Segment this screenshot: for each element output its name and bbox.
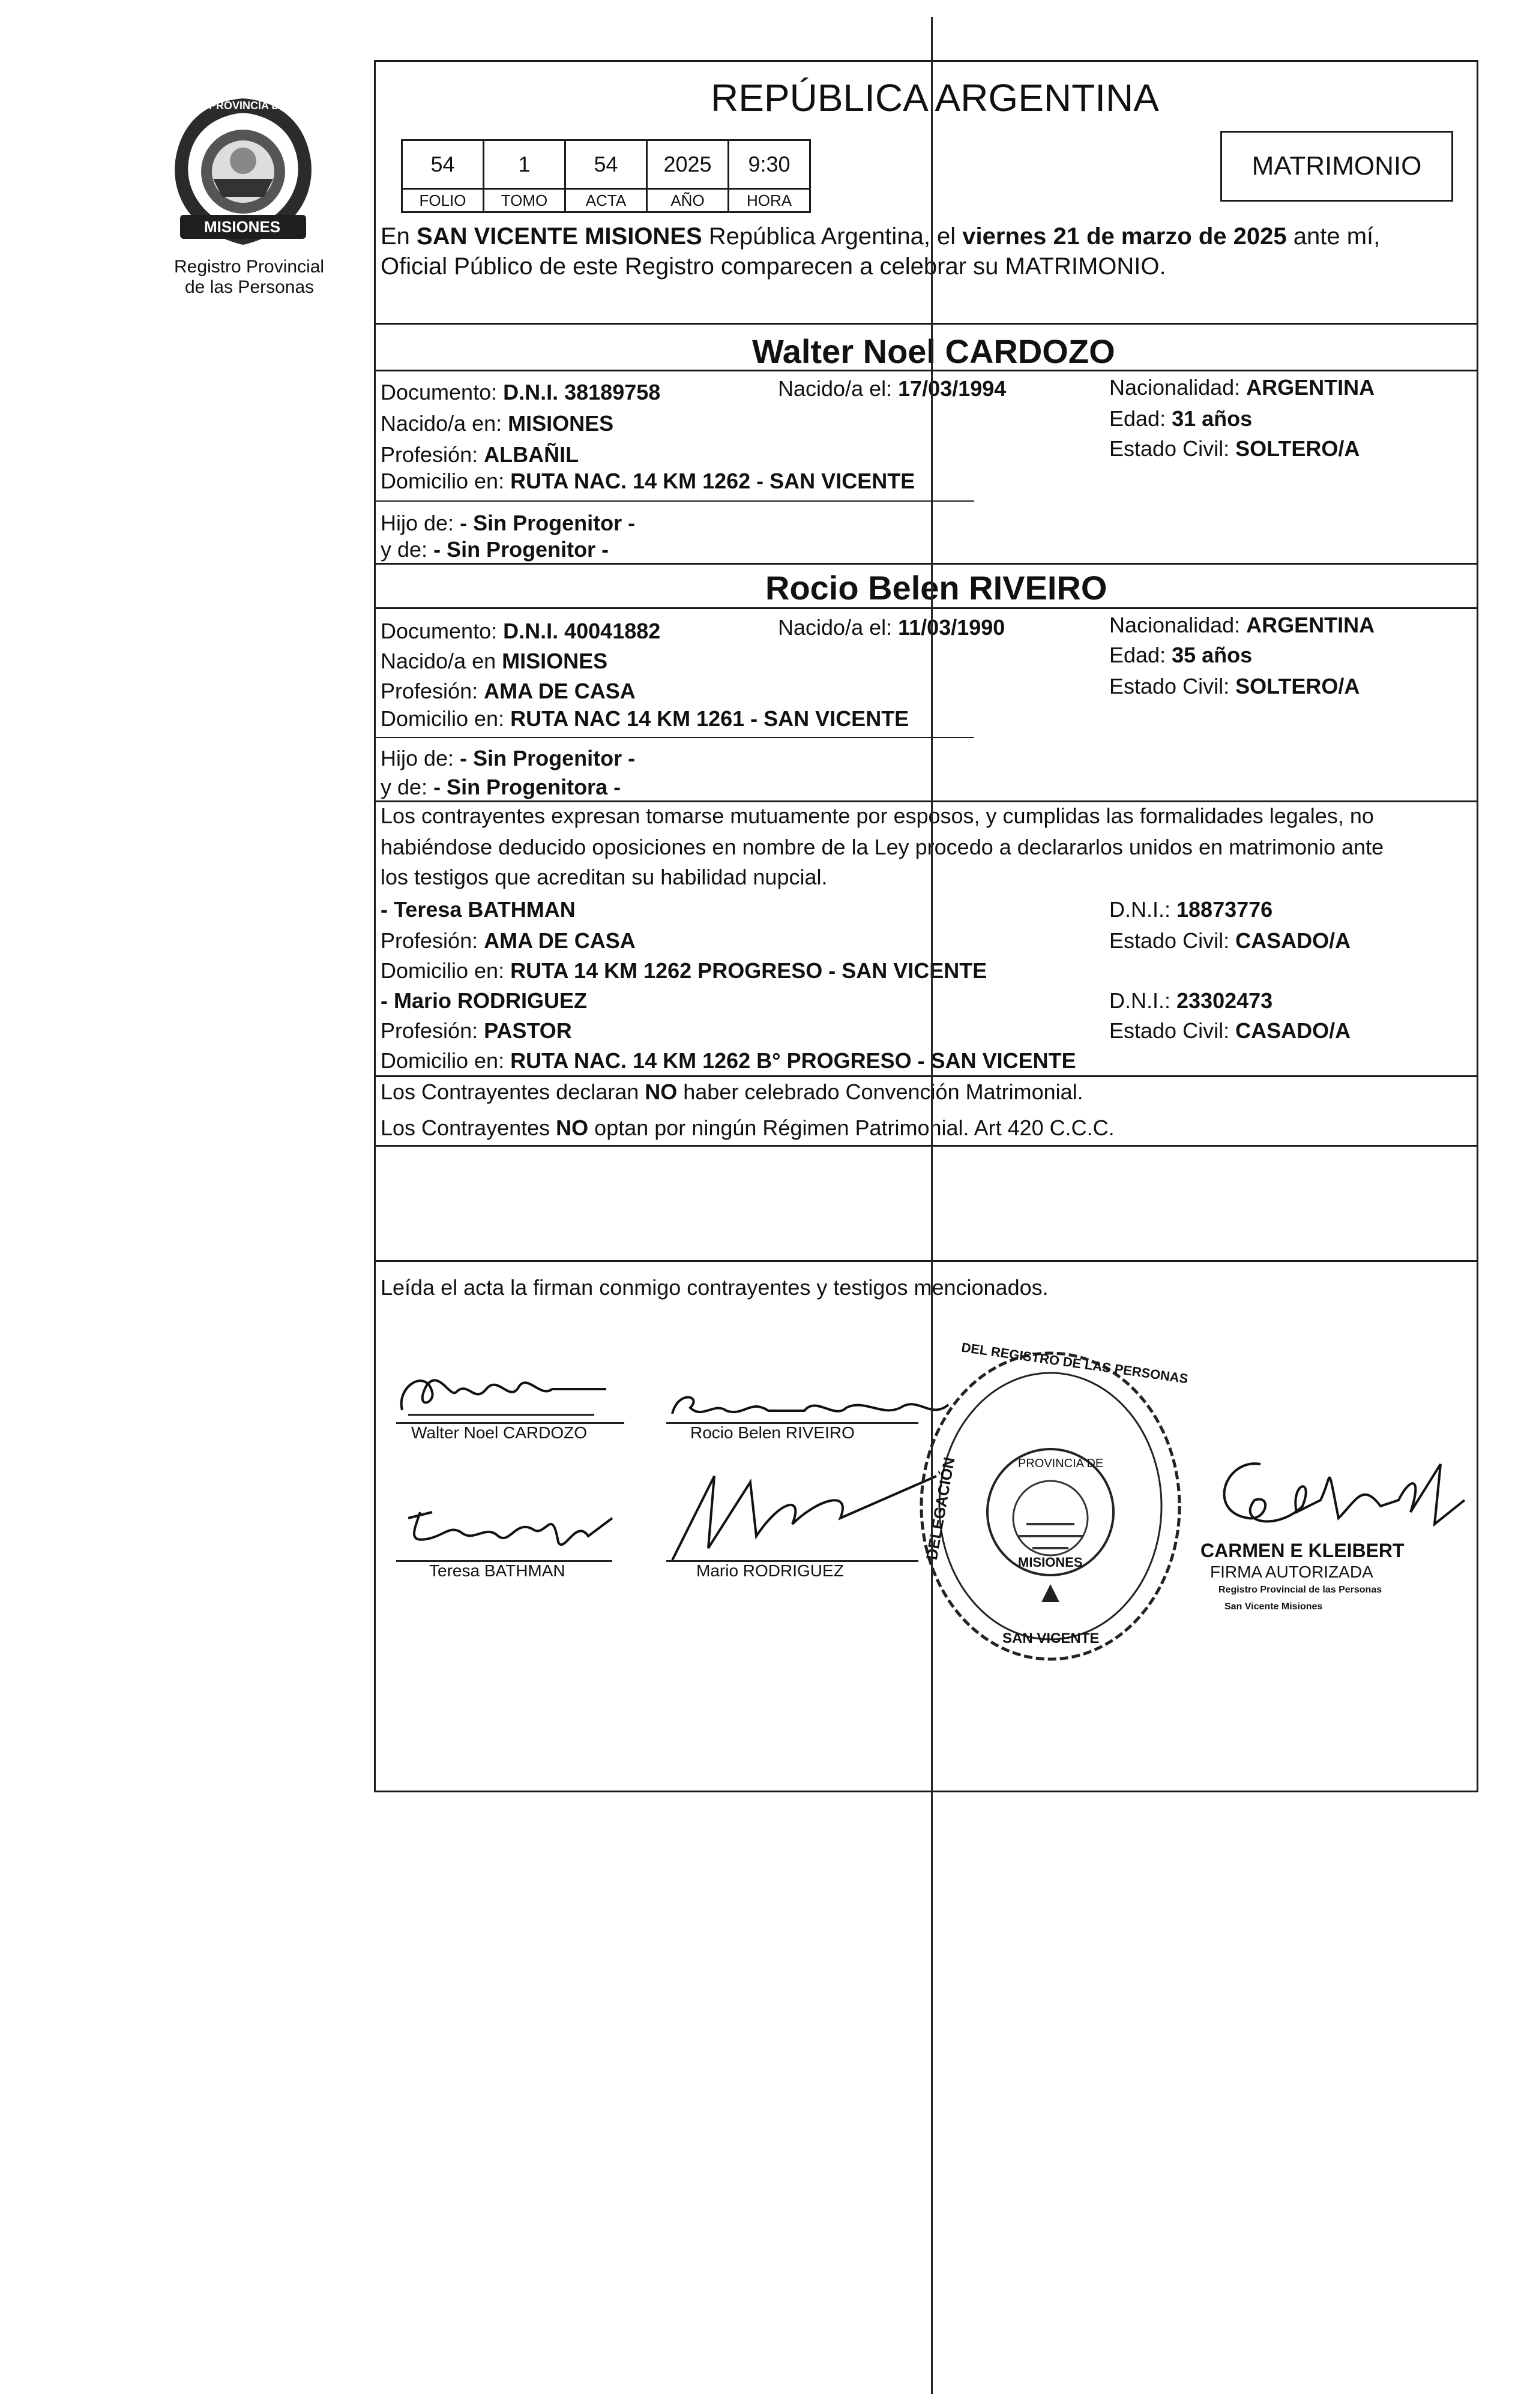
intro-line-1 <box>381 222 1380 251</box>
field-value: - Sin Progenitor - <box>460 511 636 535</box>
hora-value: 9:30 <box>729 140 810 189</box>
spouse1-birthplace <box>381 410 613 437</box>
field-label: D.N.I.: <box>1109 988 1177 1013</box>
field-label: Nacionalidad: <box>1109 613 1247 637</box>
field-value: PASTOR <box>484 1018 572 1043</box>
hora-label: HORA <box>729 189 810 212</box>
official-seal <box>912 1339 1189 1668</box>
field-value: MISIONES <box>502 649 608 673</box>
signature-name-1: Walter Noel CARDOZO <box>411 1423 588 1442</box>
divider <box>374 1075 1478 1077</box>
signature-scrawl-4 <box>660 1464 948 1566</box>
tomo-value: 1 <box>484 140 565 189</box>
declaration-line-3: los testigos que acreditan su habilidad nupcial. <box>381 865 828 889</box>
signature-scrawl-1 <box>390 1362 618 1428</box>
spouse1-job <box>381 442 579 468</box>
field-label: Profesión: <box>381 679 484 703</box>
spouse2-nationality <box>1109 612 1375 638</box>
field-label: Estado Civil: <box>1109 928 1236 953</box>
divider <box>374 607 1478 609</box>
witness2-name: - Mario RODRIGUEZ <box>381 988 588 1013</box>
field-value: SOLTERO/A <box>1235 436 1360 461</box>
spouse2-born <box>778 614 1005 641</box>
witness2-job <box>381 1018 572 1044</box>
field-label: Documento: <box>381 380 504 404</box>
spouse1-nationality <box>1109 374 1375 401</box>
field-value: AMA DE CASA <box>484 928 636 953</box>
field-value: - Sin Progenitora - <box>433 775 621 799</box>
tomo-label: TOMO <box>484 189 565 212</box>
divider <box>374 563 1478 565</box>
field-label: Estado Civil: <box>1109 674 1236 698</box>
spouse1-document <box>381 379 660 406</box>
spouse2-mother <box>381 774 621 800</box>
field-label: Domicilio en: <box>381 469 511 493</box>
intro-date: viernes 21 de marzo de 2025 <box>962 223 1287 250</box>
folio-label: FOLIO <box>402 189 484 212</box>
acta-value: 54 <box>565 140 647 189</box>
field-label: Profesión: <box>381 928 484 953</box>
spouse2-father <box>381 745 635 772</box>
field-label: Domicilio en: <box>381 1048 511 1073</box>
field-label: Domicilio en: <box>381 958 511 983</box>
field-label: y de: <box>381 775 434 799</box>
convention-negation: NO <box>645 1079 678 1104</box>
anio-value: 2025 <box>647 140 729 189</box>
witness1-job <box>381 928 636 954</box>
act-type-box <box>1220 131 1453 202</box>
folio-value: 54 <box>402 140 484 189</box>
witness1-civil <box>1109 928 1351 954</box>
convention-text: Los Contrayentes declaran <box>381 1079 645 1104</box>
spouse1-name: Walter Noel CARDOZO <box>752 332 1115 370</box>
signature-scrawl-3 <box>396 1494 618 1560</box>
spouse2-age <box>1109 642 1252 668</box>
field-label: Nacido/a en <box>381 649 502 673</box>
officer-title: FIRMA AUTORIZADA <box>1210 1563 1373 1581</box>
field-value: RUTA NAC 14 KM 1261 - SAN VICENTE <box>510 706 909 731</box>
field-label: Profesión: <box>381 1018 484 1043</box>
field-label: y de: <box>381 537 434 562</box>
divider <box>374 370 1478 371</box>
intro-place: SAN VICENTE MISIONES <box>417 223 702 250</box>
field-label: Domicilio en: <box>381 706 511 731</box>
spouse2-address <box>381 706 909 732</box>
field-label: Edad: <box>1109 406 1172 431</box>
anio-label: AÑO <box>647 189 729 212</box>
convention-text: haber celebrado Convención Matrimonial. <box>677 1079 1083 1104</box>
intro-text: ante mí, <box>1286 223 1381 250</box>
field-label: Profesión: <box>381 442 484 467</box>
closing-text: Leída el acta la firman conmigo contrayentes y testigos mencionados. <box>381 1275 1049 1300</box>
witness2-civil <box>1109 1018 1351 1044</box>
field-value: ALBAÑIL <box>484 442 579 467</box>
field-value: RUTA NAC. 14 KM 1262 B° PROGRESO - SAN VICENTE <box>510 1048 1076 1073</box>
field-value: AMA DE CASA <box>484 679 636 703</box>
seal-bottom-text: SAN VICENTE <box>1002 1630 1100 1647</box>
officer-name: CARMEN E KLEIBERT <box>1200 1540 1405 1561</box>
spouse2-birthplace <box>381 648 607 674</box>
divider <box>374 737 974 738</box>
registry-table <box>401 139 811 213</box>
signature-name-2: Rocio Belen RIVEIRO <box>690 1423 855 1442</box>
witness1-name: - Teresa BATHMAN <box>381 897 576 922</box>
field-value: 23302473 <box>1176 988 1273 1013</box>
witness2-address <box>381 1048 1076 1074</box>
field-value: MISIONES <box>508 411 614 436</box>
field-label: Nacido/a en: <box>381 411 508 436</box>
convention-text: Los Contrayentes <box>381 1115 556 1140</box>
field-value: CASADO/A <box>1235 928 1351 953</box>
intro-text: República Argentina, el <box>702 223 963 250</box>
field-value: - Sin Progenitor - <box>433 537 609 562</box>
logo-ring-top: PROVINCIA DE <box>209 100 287 112</box>
field-value: 11/03/1990 <box>898 615 1005 640</box>
spouse1-civil <box>1109 436 1360 462</box>
field-value: ARGENTINA <box>1246 613 1375 637</box>
logo-caption-2: de las Personas <box>185 277 315 297</box>
spouse1-mother <box>381 536 609 563</box>
seal-side-text: DELEGACIÓN <box>922 1456 959 1561</box>
field-label: Estado Civil: <box>1109 436 1236 461</box>
signature-name-4: Mario RODRIGUEZ <box>696 1561 844 1580</box>
page-title: REPÚBLICA ARGENTINA <box>711 76 1159 119</box>
intro-line-2: Oficial Público de este Registro comparecen a celebrar su MATRIMONIO. <box>381 253 1166 280</box>
field-value: RUTA 14 KM 1262 PROGRESO - SAN VICENTE <box>510 958 987 983</box>
convention-line-2 <box>381 1115 1115 1141</box>
witness2-dni <box>1109 988 1272 1014</box>
officer-org: Registro Provincial de las Personas <box>1218 1585 1382 1595</box>
field-value: 35 años <box>1172 643 1253 667</box>
signature-name-3: Teresa BATHMAN <box>429 1561 565 1580</box>
field-value: D.N.I. 40041882 <box>503 619 661 643</box>
spouse1-born <box>778 376 1006 402</box>
act-type: MATRIMONIO <box>1251 151 1422 181</box>
officer-place: San Vicente Misiones <box>1224 1602 1323 1612</box>
spouse1-father <box>381 510 635 536</box>
registry-logo <box>162 95 324 250</box>
field-value: ARGENTINA <box>1246 375 1375 400</box>
seal-inner-top: PROVINCIA DE <box>1018 1457 1104 1470</box>
convention-text: optan por ningún Régimen Patrimonial. Art 420 C.C.C. <box>588 1115 1115 1140</box>
divider <box>374 500 974 502</box>
field-label: Nacido/a el: <box>778 615 899 640</box>
seal-top-text: DEL REGISTRO DE LAS PERSONAS <box>960 1339 1189 1387</box>
seal-inner-bottom: MISIONES <box>1018 1555 1083 1570</box>
field-label: Edad: <box>1109 643 1172 667</box>
spouse2-name: Rocio Belen RIVEIRO <box>765 569 1107 607</box>
field-value: 31 años <box>1172 406 1253 431</box>
divider <box>374 1145 1478 1147</box>
field-value: - Sin Progenitor - <box>460 746 636 770</box>
spouse2-civil <box>1109 673 1360 700</box>
intro-text: En <box>381 223 417 250</box>
field-value: 17/03/1994 <box>898 376 1007 401</box>
acta-label: ACTA <box>565 189 647 212</box>
field-label: Nacionalidad: <box>1109 375 1247 400</box>
field-label: Nacido/a el: <box>778 376 899 401</box>
spouse2-document <box>381 618 660 644</box>
field-value: D.N.I. 38189758 <box>503 380 661 404</box>
spouse1-address <box>381 468 915 494</box>
field-label: Documento: <box>381 619 504 643</box>
field-label: D.N.I.: <box>1109 897 1177 922</box>
divider <box>374 800 1478 802</box>
spouse1-age <box>1109 406 1252 432</box>
divider <box>374 323 1478 325</box>
field-label: Hijo de: <box>381 746 460 770</box>
witness1-address <box>381 958 987 984</box>
field-label: Estado Civil: <box>1109 1018 1236 1043</box>
convention-negation: NO <box>556 1115 589 1140</box>
divider <box>374 1260 1478 1262</box>
scan-fold-line <box>931 17 933 2394</box>
field-label: Hijo de: <box>381 511 460 535</box>
field-value: 18873776 <box>1176 897 1273 922</box>
spouse2-job <box>381 678 636 704</box>
officer-signature <box>1200 1440 1477 1548</box>
witness1-dni <box>1109 896 1272 923</box>
convention-line-1 <box>381 1079 1083 1105</box>
field-value: RUTA NAC. 14 KM 1262 - SAN VICENTE <box>510 469 915 493</box>
logo-caption-1: Registro Provincial <box>174 257 325 277</box>
logo-ring-bottom: MISIONES <box>204 218 281 236</box>
field-value: SOLTERO/A <box>1235 674 1360 698</box>
declaration-line-2: habiéndose deducido oposiciones en nombre de la Ley procedo a declararlos unidos en matrimonio ante <box>381 835 1384 859</box>
declaration-line-1: Los contrayentes expresan tomarse mutuamente por esposos, y cumplidas las formalidades legales, no <box>381 803 1374 828</box>
field-value: CASADO/A <box>1235 1018 1351 1043</box>
